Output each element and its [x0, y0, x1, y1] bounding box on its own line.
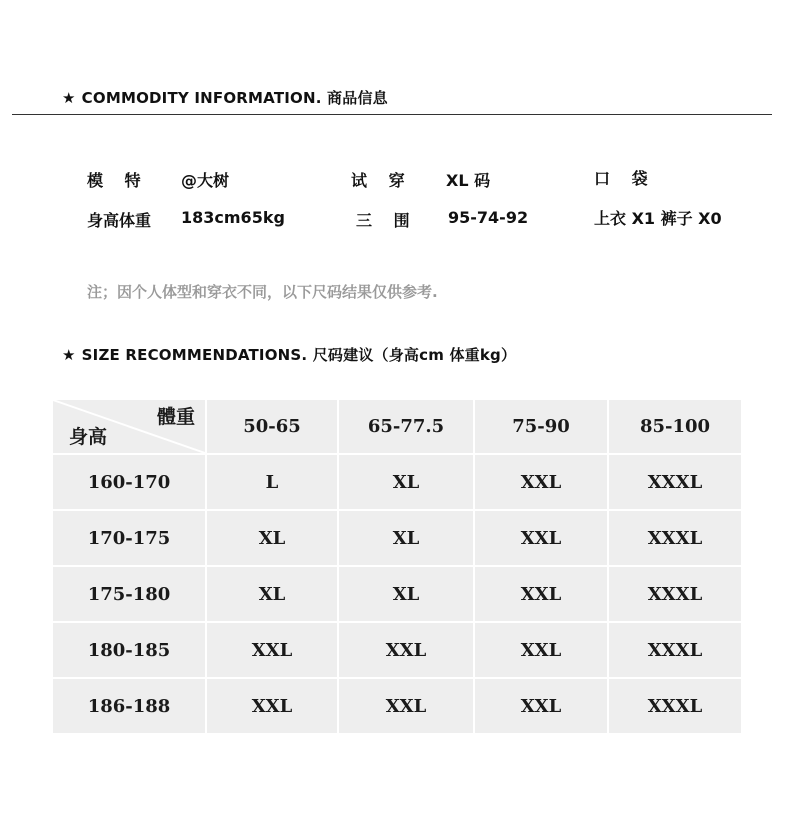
height-cell: 180-185: [52, 622, 206, 678]
measure-value: 95-74-92: [448, 208, 529, 227]
star-icon: ★: [62, 89, 76, 107]
commodity-info-heading: [62, 87, 388, 108]
size-cell: XXL: [474, 678, 608, 734]
size-cell: XXXL: [608, 454, 742, 510]
table-row: [52, 622, 742, 678]
divider: [12, 114, 772, 115]
weight-header: 75-90: [474, 399, 608, 454]
size-cell: XXXL: [608, 678, 742, 734]
size-table: [51, 398, 743, 735]
size-cell: XL: [338, 566, 474, 622]
size-note: 注；因个人体型和穿衣不同，以下尺码结果仅供参考.: [87, 283, 438, 301]
table-row: [52, 454, 742, 510]
size-cell: XXL: [338, 622, 474, 678]
size-cell: XL: [338, 510, 474, 566]
size-cell: XXL: [206, 678, 338, 734]
star-icon: ★: [62, 346, 76, 364]
corner-height-label: 身高: [69, 426, 108, 448]
table-row: [52, 510, 742, 566]
hw-value: 183cm65kg: [181, 208, 285, 227]
weight-header: 50-65: [206, 399, 338, 454]
fit-value: XL 码: [446, 171, 491, 190]
corner-cell: [52, 399, 206, 454]
size-cell: XXL: [474, 566, 608, 622]
size-cell: XXXL: [608, 622, 742, 678]
hw-label: 身高体重: [87, 211, 152, 230]
fit-label: 试 穿: [351, 171, 405, 190]
size-cell: XL: [206, 510, 338, 566]
pocket-value: 上衣 X1 裤子 X0: [594, 209, 722, 228]
size-rec-title: SIZE RECOMMENDATIONS. 尺码建议（身高cm 体重kg）: [81, 346, 517, 364]
commodity-info-title: COMMODITY INFORMATION. 商品信息: [81, 89, 388, 107]
size-cell: XXXL: [608, 510, 742, 566]
model-value: @大树: [181, 171, 230, 190]
size-cell: XXL: [474, 622, 608, 678]
table-row: [52, 566, 742, 622]
weight-header: 65-77.5: [338, 399, 474, 454]
size-cell: XXXL: [608, 566, 742, 622]
height-cell: 186-188: [52, 678, 206, 734]
height-cell: 175-180: [52, 566, 206, 622]
model-label: 模 特: [87, 171, 141, 190]
size-rec-heading: [62, 344, 516, 365]
size-cell: XXL: [474, 510, 608, 566]
size-cell: XL: [206, 566, 338, 622]
table-row: [52, 678, 742, 734]
corner-weight-label: 體重: [156, 406, 195, 428]
pocket-label: 口 袋: [594, 169, 648, 188]
size-cell: XXL: [206, 622, 338, 678]
size-cell: XL: [338, 454, 474, 510]
table-header-row: [52, 399, 742, 454]
size-cell: L: [206, 454, 338, 510]
measure-label: 三 围: [356, 211, 410, 230]
height-cell: 160-170: [52, 454, 206, 510]
height-cell: 170-175: [52, 510, 206, 566]
size-cell: XXL: [474, 454, 608, 510]
size-cell: XXL: [338, 678, 474, 734]
weight-header: 85-100: [608, 399, 742, 454]
